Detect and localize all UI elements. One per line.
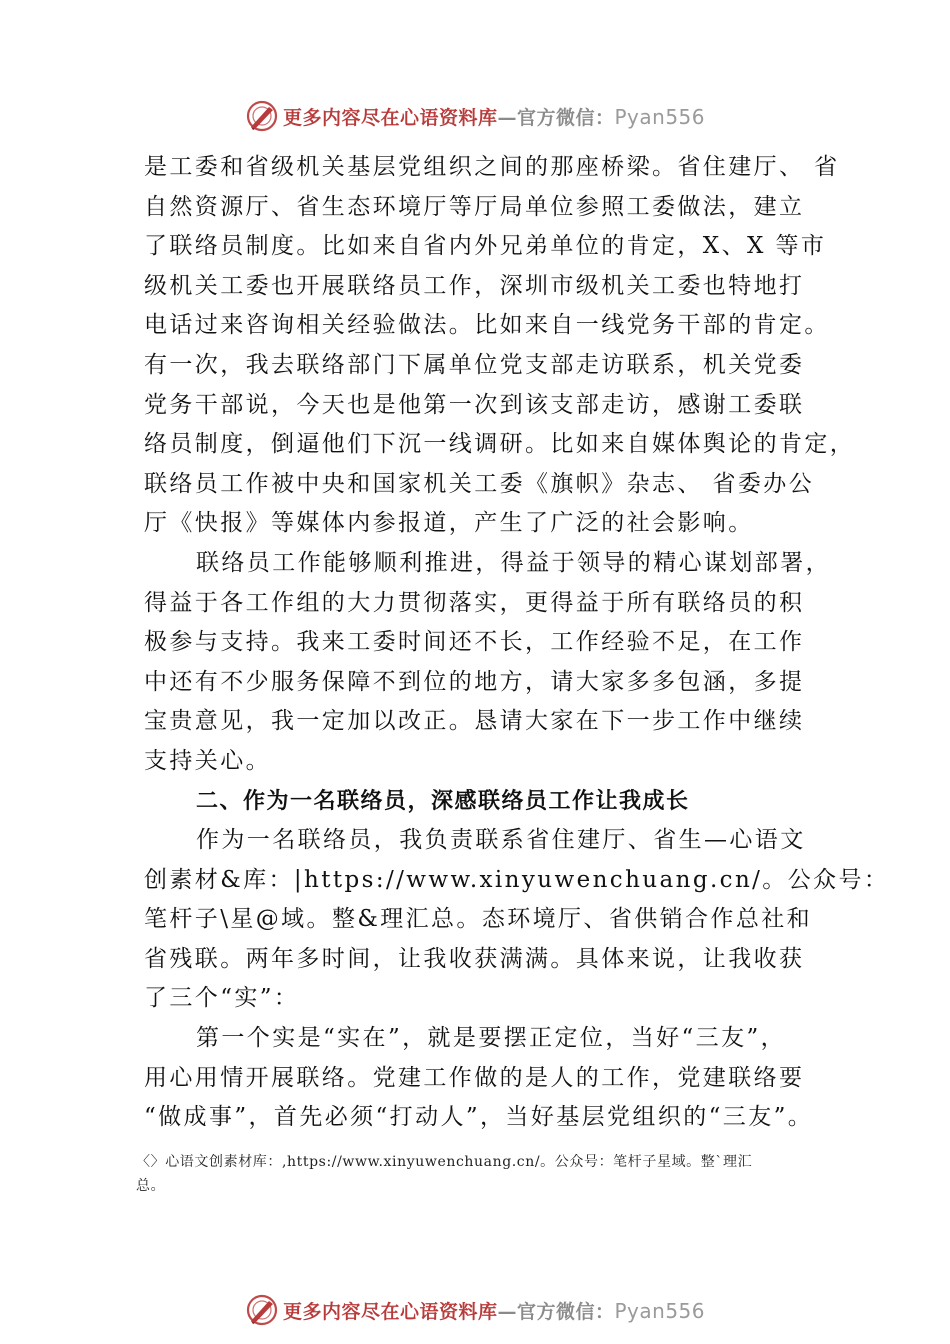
footnote-line: 〈〉心语文创素材库：,https://www.xinyuwenchuang.cn/。公众号：笔杆子星域。整`理汇 [136,1154,753,1170]
body-line: 了三个“实”： [144,985,300,1012]
footnote-line: 总。 [136,1178,166,1194]
body-line: 厅《快报》等媒体内参报道，产生了广泛的社会影响。 [144,510,754,537]
body-line: 支持关心。 [144,747,271,774]
body-line: 极参与支持。我来工委时间还不长，工作经验不足，在工作 [144,629,805,656]
body-line: 联络员工作被中央和国家机关工委《旗帜》杂志、 省委办公 [144,470,815,497]
header-banner [0,96,950,136]
body-line: 创素材&库：|https://www.xinyuwenchuang.cn/。公众号： [144,866,890,893]
body-line: 得益于各工作组的大力贯彻落实，更得益于所有联络员的积 [144,589,805,616]
pen-logo-icon [245,1293,279,1327]
body-line: 络员制度，倒逼他们下沉一线调研。比如来自媒体舆论的肯定， [144,431,856,458]
document-body [144,148,890,1138]
footer-banner-text [283,1297,705,1324]
body-line: 了联络员制度。比如来自省内外兄弟单位的肯定，X、X 等市 [144,233,827,260]
body-line: 有一次，我去联络部门下属单位党支部走访联系，机关党委 [144,351,805,378]
body-line: 自然资源厅、省生态环境厅等厅局单位参照工委做法，建立 [144,193,805,220]
body-line: 笔杆子\星@域。整&理汇总。态环境厅、省供销合作总社和 [144,906,813,933]
body-line: 党务干部说，今天也是他第一次到该支部走访，感谢工委联 [144,391,805,418]
paragraph-start-line: 联络员工作能够顺利推进，得益于领导的精心谋划部署， [196,549,831,576]
paragraph-start-line: 作为一名联络员，我负责联系省住建厅、省生—心语文 [196,827,806,854]
body-line: 宝贵意见，我一定加以改正。恳请大家在下一步工作中继续 [144,708,805,735]
body-line: 级机关工委也开展联络员工作，深圳市级机关工委也特地打 [144,272,805,299]
header-banner-gray: —官方微信： [497,106,615,129]
header-banner-text [283,103,705,130]
body-line: 中还有不少服务保障不到位的地方，请大家多多包涵，多提 [144,668,805,695]
pen-logo-icon [245,99,279,133]
section-heading: 二、作为一名联络员，深感联络员工作让我成长 [196,788,690,814]
body-line: 是工委和省级机关基层党组织之间的那座桥梁。省住建厅、 省 [144,154,840,180]
header-banner-red: 更多内容尽在心语资料库 [282,106,498,129]
footer-banner-gray: —官方微信： [497,1300,615,1323]
footer-banner [0,1290,950,1330]
body-line: 电话过来咨询相关经验做法。比如来自一线党务干部的肯定。 [144,312,830,339]
footer-banner-wechat: Pyan556 [614,1298,706,1323]
body-line: 省残联。两年多时间，让我收获满满。具体来说，让我收获 [144,945,805,972]
body-line: “做成事”，首先必须“打动人”，当好基层党组织的“三友”。 [144,1104,814,1131]
paragraph-start-line: 第一个实是“实在”，就是要摆正定位，当好“三友”， [196,1025,787,1052]
footnote [136,1150,836,1198]
header-banner-wechat: Pyan556 [614,104,706,129]
body-line: 用心用情开展联络。党建工作做的是人的工作，党建联络要 [144,1064,805,1091]
footer-banner-red: 更多内容尽在心语资料库 [282,1300,498,1323]
